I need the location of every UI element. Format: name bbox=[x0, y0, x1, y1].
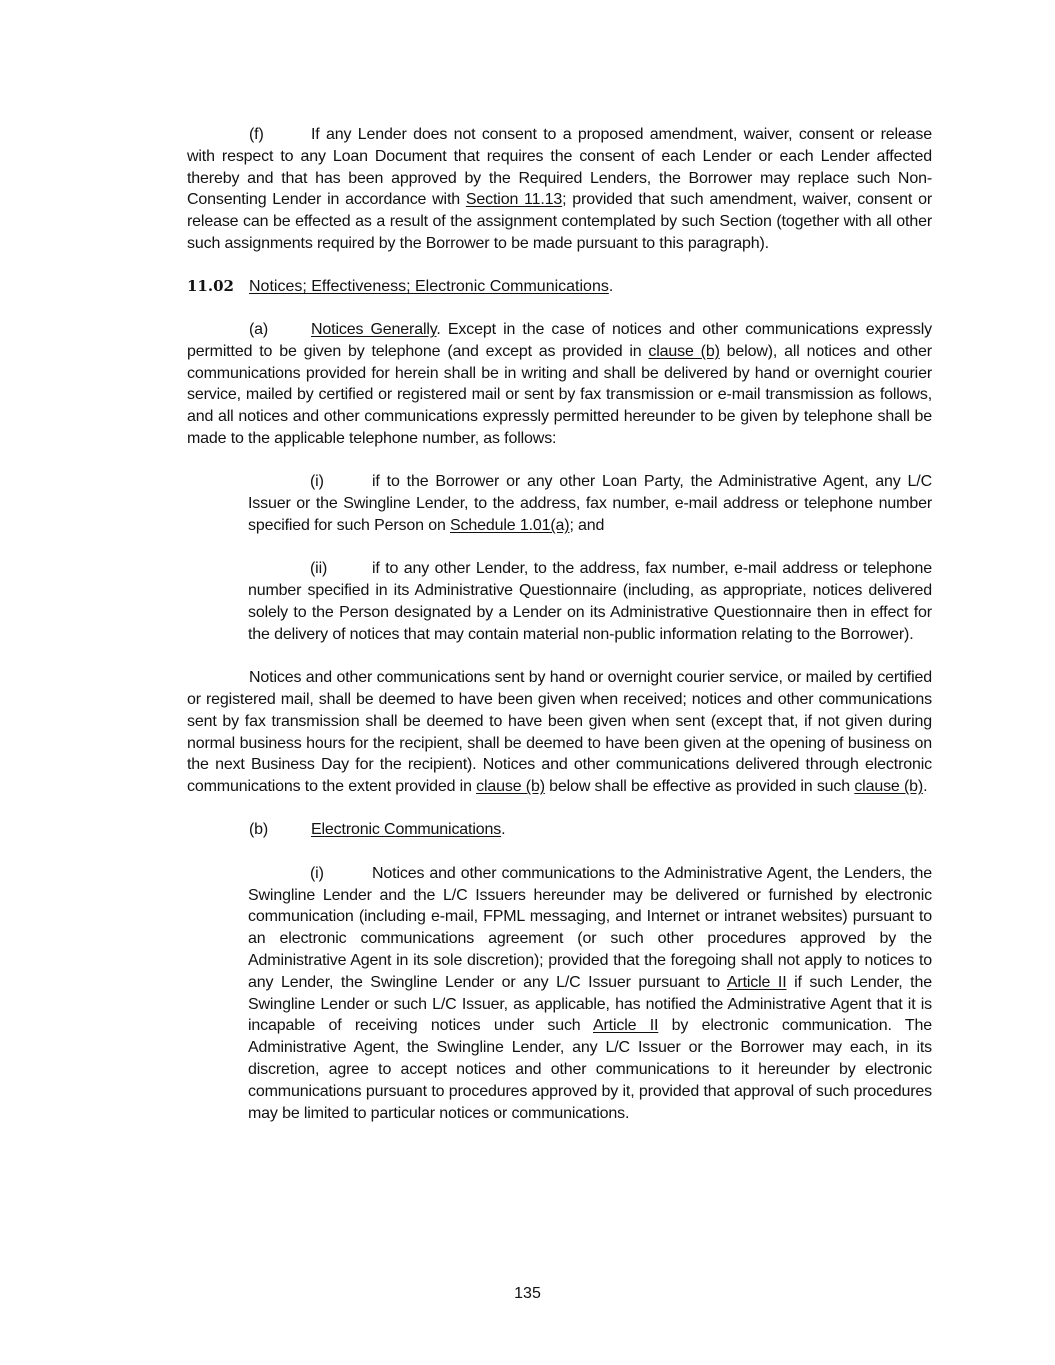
paragraph-label: (b) bbox=[249, 821, 269, 839]
section-title: Notices; Effectiveness; Electronic Communications bbox=[249, 278, 609, 296]
paragraph-b-i: (i) Notices and other communications to the Administrative Agent, the Lenders, the Swingline Lender and the L/C Issuers hereunder may be delivered or furnished by electronic communication (including e-mail, FPML messaging, and Internet or intranet websites) pursuant to an electronic communications agreement (or such other procedures approved by the Administrative Agent in its sole discretion); provided that the foregoing shall not apply to notices to any Lender, the Swingline Lender or any L/C Issuer pursuant to Article II if such Lender, the Swingline Lender or such L/C Issuer, as applicable, has notified the Administrative Agent that it is incapable of receiving notices under such Article II by electronic communication. The Administrative Agent, the Swingline Lender, any L/C Issuer or the Borrower may each, in its discretion, agree to accept notices and other communications to it hereunder by electronic communications pursuant to procedures approved by it, provided that approval of such procedures may be limited to particular notices or communications. bbox=[248, 864, 932, 1122]
paragraph-label: (i) bbox=[310, 473, 324, 491]
paragraph-label: (ii) bbox=[310, 560, 328, 578]
section-number: 11.02 bbox=[187, 277, 234, 296]
paragraph-b: (b) Electronic Communications. bbox=[187, 819, 932, 841]
schedule-reference: Schedule 1.01(a) bbox=[450, 516, 570, 534]
clause-reference: clause (b) bbox=[648, 342, 720, 360]
page-number: 135 bbox=[514, 1285, 541, 1302]
section-heading: 11.02 Notices; Effectiveness; Electronic Communications. bbox=[187, 277, 614, 296]
clause-reference: clause (b) bbox=[854, 778, 924, 796]
paragraph-title: Electronic Communications bbox=[311, 821, 502, 839]
article-reference: Article II bbox=[726, 973, 787, 991]
paragraph-title: Notices Generally bbox=[311, 320, 437, 338]
clause-reference: clause (b) bbox=[476, 778, 545, 796]
paragraph-a-i: (i) if to the Borrower or any other Loan Party, the Administrative Agent, any L/C Issuer or the Swingline Lender, to the address, fax number, e-mail address or telephone number specified for such Person on Schedule 1.01(a); and bbox=[248, 473, 932, 534]
section-reference: Section 11.13 bbox=[465, 191, 563, 209]
paragraph-label: (f) bbox=[249, 126, 264, 143]
paragraph-a: (a) Notices Generally. Except in the case of notices and other communications expressly permitted to be given by telephone (and except as provided in clause (b) below), all notices and other communications provided for herein shall be in writing and shall be delivered by hand or overnight courier service, mailed by certified or registered mail or sent by fax transmission or e-mail transmission as follows, and all notices and other communications expressly permitted hereunder to be given by telephone shall be made to the applicable telephone number, as follows: bbox=[187, 320, 932, 447]
paragraph-label: (i) bbox=[310, 864, 324, 882]
article-reference: Article II bbox=[592, 1017, 659, 1035]
paragraph-label: (a) bbox=[249, 320, 269, 338]
document-body bbox=[187, 124, 932, 1124]
paragraph-a-ii: (ii) if to any other Lender, to the address, fax number, e-mail address or telephone number specified in its Administrative Questionnaire (including, as appropriate, notices delivered solely to the Person designated by a Lender on its Administrative Questionnaire then in effect for the delivery of notices that may contain material non-public information relating to the Borrower). bbox=[248, 560, 932, 643]
paragraph-notices: Notices and other communications sent by hand or overnight courier service, or mailed by certified or registered mail, shall be deemed to have been given when received; notices and other communications sent by fax transmission shall be deemed to have been given when sent (except that, if not given during normal business hours for the recipient, shall be deemed to have been given at the opening of business on the next Business Day for the recipient). Notices and other communications delivered through electronic communications to the extent provided in clause (b) below shall be effective as provided in such clause (b). bbox=[187, 669, 932, 796]
paragraph-f: (f) If any Lender does not consent to a proposed amendment, waiver, consent or release with respect to any Loan Document that requires the consent of each Lender or each Lender affected thereby and that has been approved by the Required Lenders, the Borrower may replace such Non-Consenting Lender in accordance with Section 11.13; provided that such amendment, waiver, consent or release can be effected as a result of the assignment contemplated by such Section (together with all other such assignments required by the Borrower to be made pursuant to this paragraph). bbox=[187, 126, 932, 252]
